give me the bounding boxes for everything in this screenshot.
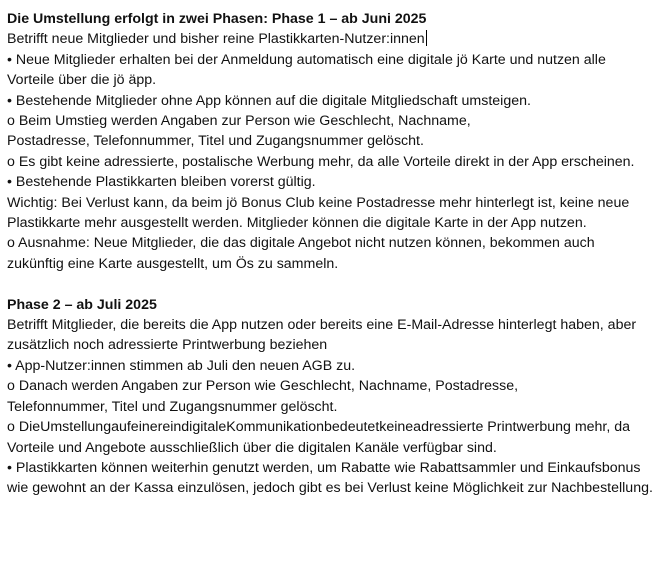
phase2-heading: Phase 2 – ab Juli 2025 (7, 296, 157, 313)
phase1-intro-text: Betrifft neue Mitglieder und bisher reine Plastikkarten-Nutzer:innen (7, 31, 425, 48)
phase1-line: • Bestehende Plastikkarten bleiben vorerst gültig. (7, 174, 316, 191)
phase1-line: o Es gibt keine adressierte, postalische Werbung mehr, da alle Vorteile direkt in der App erscheinen. (7, 153, 635, 170)
phase1-line: o Beim Umstieg werden Angaben zur Person wie Geschlecht, Nachname, (7, 113, 471, 130)
phase1-line: Postadresse, Telefonnummer, Titel und Zugangsnummer gelöscht. (7, 133, 424, 150)
phase1-line: • Neue Mitglieder erhalten bei der Anmeldung automatisch eine digitale jö Karte und nutzen alle Vorteile über die jö äpp. (7, 51, 606, 89)
paragraph-spacer (7, 274, 655, 294)
phase2-intro: Betrifft Mitglieder, die bereits die App nutzen oder bereits eine E-Mail-Adresse hinterlegt haben, aber zusätzlich noch adressierte Printwerbung beziehen (7, 317, 637, 354)
phase1-line: Wichtig: Bei Verlust kann, da beim jö Bonus Club keine Postadresse mehr hinterlegt ist, keine neue Plastikkarte mehr ausgestellt werden. Mitglieder können die digitale Karte in der App nutzen. (7, 194, 630, 232)
phase2-line: Telefonnummer, Titel und Zugangsnummer gelöscht. (7, 398, 338, 415)
phase1-intro (7, 29, 655, 49)
text-cursor (426, 30, 427, 46)
phase2-line: • App-Nutzer:innen stimmen ab Juli den neuen AGB zu. (7, 357, 356, 374)
phase1-line: o Ausnahme: Neue Mitglieder, die das digitale Angebot nicht nutzen können, bekommen auch zukünftig eine Karte ausgestellt, um Ös zu sammeln. (7, 235, 595, 272)
phase1-line: • Bestehende Mitglieder ohne App können auf die digitale Mitgliedschaft umsteigen. (7, 92, 531, 109)
document-body[interactable] (7, 9, 655, 499)
phase2-line: o Danach werden Angaben zur Person wie Geschlecht, Nachname, Postadresse, (7, 378, 519, 395)
phase2-line: o DieUmstellungaufeinereindigitaleKommunikationbedeutetkeineadressierte Printwerbung mehr, da Vorteile und Angebote ausschließlich über die digitalen Kanäle verfügbar sind. (7, 419, 631, 456)
phase1-heading: Die Umstellung erfolgt in zwei Phasen: Phase 1 – ab Juni 2025 (7, 11, 427, 27)
phase2-line: • Plastikkarten können weiterhin genutzt werden, um Rabatte wie Rabattsammler und Einkaufsbonus wie gewohnt an der Kassa einzulösen, jedoch gibt es bei Verlust keine Möglichkeit zur Nachbestellung. (7, 459, 653, 497)
